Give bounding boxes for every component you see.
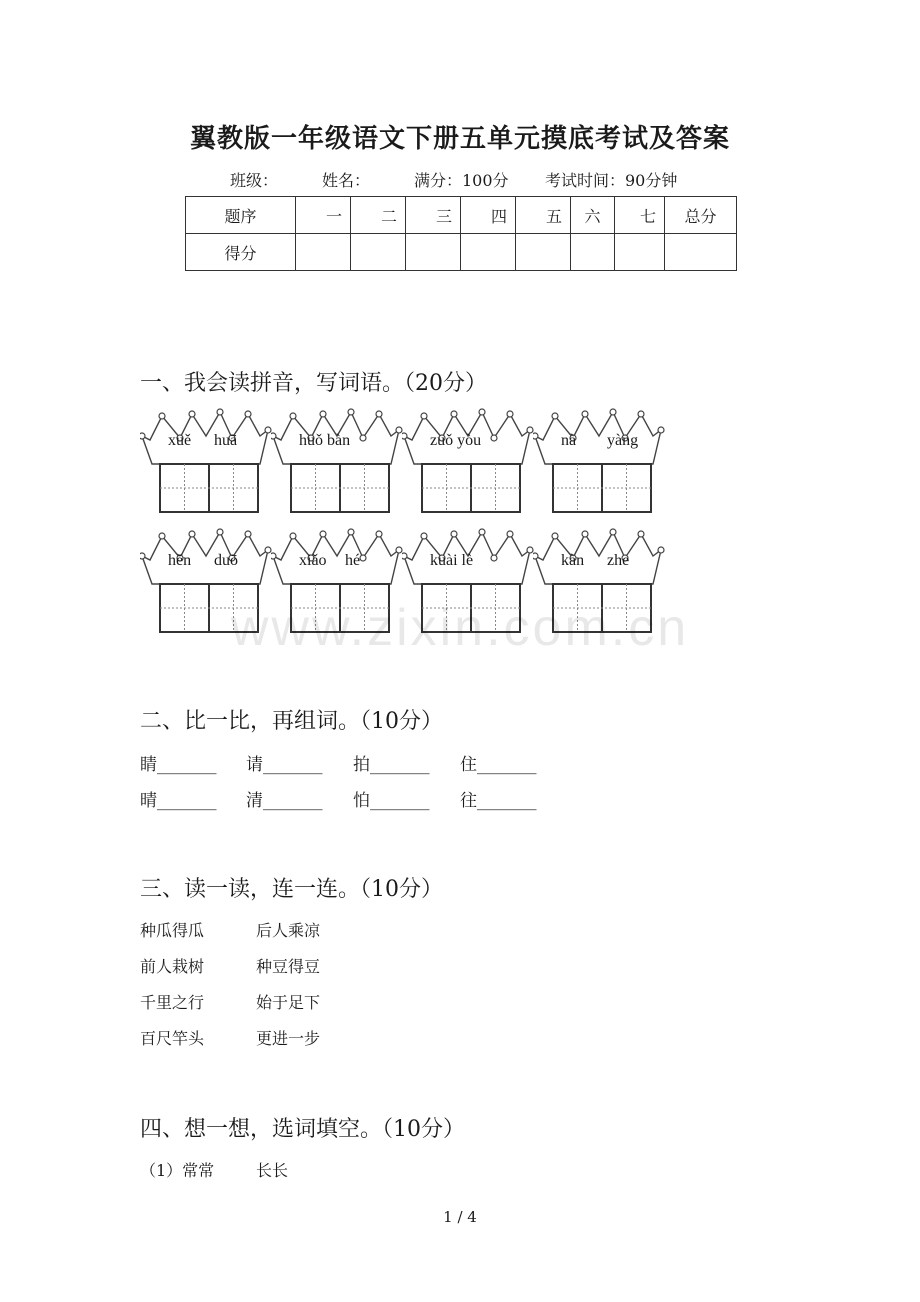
idiom-right[interactable]: 始于足下: [256, 993, 321, 1012]
compare-item[interactable]: 拍_______: [353, 755, 430, 775]
class-label: 班级：: [230, 171, 279, 190]
idiom-right[interactable]: 后人乘凉: [256, 921, 321, 940]
compare-item[interactable]: 睛_______: [140, 755, 217, 775]
pinyin-text: hé: [345, 552, 361, 569]
watermark-text: www.zixin.com.cn: [230, 599, 690, 657]
compare-item[interactable]: 请_______: [246, 755, 323, 775]
writing-cell[interactable]: [160, 464, 209, 512]
writing-cell[interactable]: [291, 464, 340, 512]
pinyin-text: zhe: [607, 552, 630, 569]
score-table-score-row: [186, 234, 737, 271]
header-cell: 四: [461, 197, 516, 234]
score-row-label: 得分: [186, 234, 296, 271]
writing-cell[interactable]: [602, 464, 651, 512]
compare-item[interactable]: 往_______: [460, 791, 537, 811]
score-cell[interactable]: [615, 234, 665, 271]
writing-cell[interactable]: [471, 464, 520, 512]
section-3-heading: 三、读一读，连一连。（10分）: [140, 877, 443, 902]
header-cell: 题序: [186, 197, 296, 234]
pinyin-text: yàng: [607, 432, 639, 449]
name-label: 姓名：: [322, 171, 371, 190]
writing-cell[interactable]: [553, 464, 602, 512]
score-cell[interactable]: [461, 234, 516, 271]
idiom-right[interactable]: 更进一步: [256, 1029, 321, 1048]
page-title: 翼教版一年级语文下册五单元摸底考试及答案: [189, 124, 730, 154]
compare-item[interactable]: 清_______: [246, 791, 323, 811]
pinyin-crown-box: [271, 408, 403, 520]
header-cell: 总分: [665, 197, 737, 234]
header-cell: 一: [296, 197, 351, 234]
compare-item[interactable]: 住_______: [460, 755, 537, 775]
writing-cell[interactable]: [209, 464, 258, 512]
writing-cell[interactable]: [422, 464, 471, 512]
writing-cell[interactable]: [340, 464, 389, 512]
pinyin-text: zuǒ yòu: [430, 432, 482, 449]
pinyin-text: huā: [214, 432, 238, 449]
idiom-left[interactable]: 百尺竿头: [140, 1029, 205, 1048]
compare-item[interactable]: 怕_______: [353, 791, 430, 811]
pinyin-text: duō: [214, 552, 238, 569]
exam-time: 考试时间：90分钟: [545, 171, 678, 190]
score-cell[interactable]: [571, 234, 615, 271]
pinyin-text: nà: [561, 432, 577, 449]
idiom-right[interactable]: 种豆得豆: [256, 957, 321, 976]
score-cell[interactable]: [406, 234, 461, 271]
pinyin-crown-box: [140, 408, 272, 520]
section-1-heading: 一、我会读拼音，写词语。（20分）: [140, 371, 487, 396]
score-cell[interactable]: [665, 234, 737, 271]
score-cell[interactable]: [296, 234, 351, 271]
score-cell[interactable]: [516, 234, 571, 271]
pinyin-text: hěn: [168, 552, 192, 569]
question-1-word-1: （1）常常: [140, 1161, 215, 1180]
header-cell: 七: [615, 197, 665, 234]
compare-item[interactable]: 晴_______: [140, 791, 217, 811]
header-cell: 五: [516, 197, 571, 234]
score-table-header-row: [186, 197, 737, 234]
idiom-left[interactable]: 前人栽树: [140, 957, 205, 976]
score-cell[interactable]: [351, 234, 406, 271]
pinyin-text: xuě: [168, 432, 192, 449]
full-score: 满分：100分: [414, 171, 509, 190]
header-cell: 二: [351, 197, 406, 234]
header-cell: 六: [571, 197, 615, 234]
score-table: [185, 196, 737, 271]
pinyin-text: kuài lè: [430, 552, 474, 569]
idiom-left[interactable]: 千里之行: [140, 993, 205, 1012]
page-number: 1 / 4: [443, 1208, 477, 1226]
pinyin-crown-box: [533, 408, 665, 520]
pinyin-text: kàn: [561, 552, 585, 569]
section-4-heading: 四、想一想，选词填空。（10分）: [140, 1117, 465, 1142]
pinyin-text: xiǎo: [299, 552, 327, 569]
pinyin-text: huǒ bàn: [299, 432, 351, 449]
section-2-heading: 二、比一比，再组词。（10分）: [140, 709, 443, 734]
idiom-left[interactable]: 种瓜得瓜: [140, 921, 205, 940]
question-1-word-2: 长长: [256, 1161, 289, 1180]
pinyin-crown-box: [402, 408, 534, 520]
header-cell: 三: [406, 197, 461, 234]
